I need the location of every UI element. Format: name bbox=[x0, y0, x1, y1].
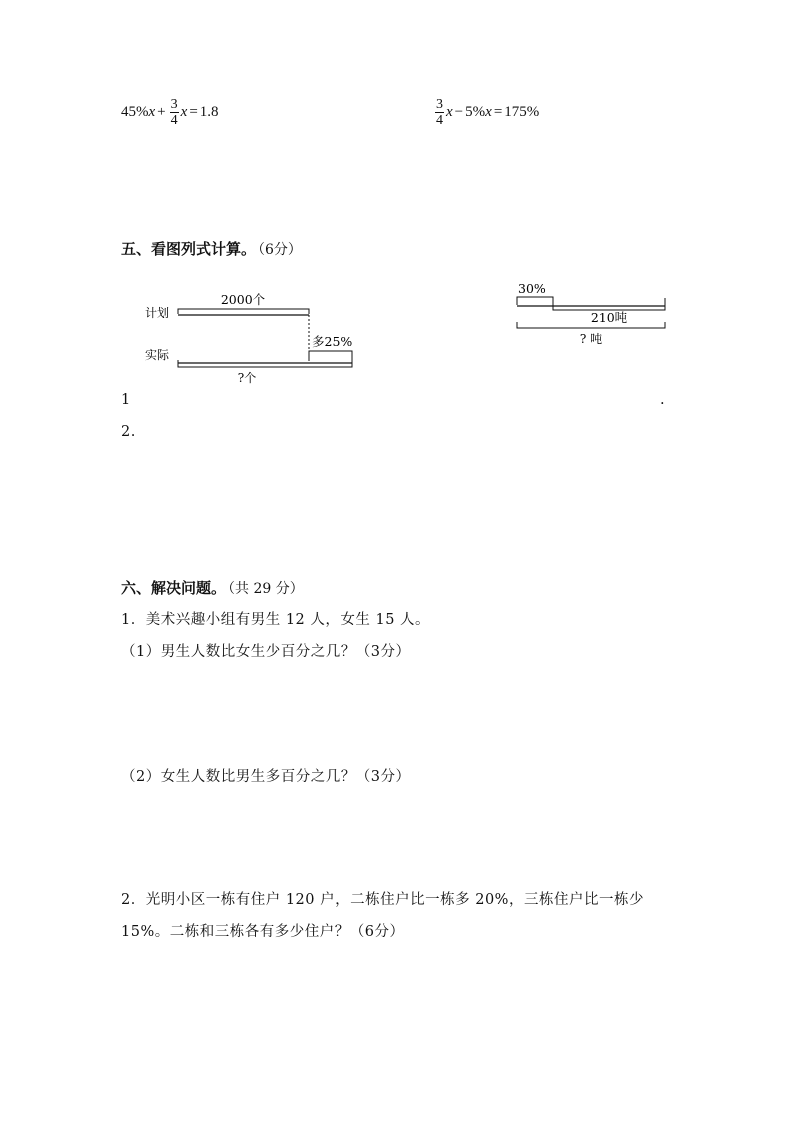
section5-points: （6分） bbox=[258, 242, 302, 258]
eq1-fraction bbox=[170, 97, 179, 128]
question-2-line-1: 2．光明小区一栋有住户 120 户，二栋住户比一栋多 20%，三栋住户比一栋少 bbox=[121, 892, 644, 908]
plan-value: 2000个 bbox=[220, 292, 266, 307]
remaining-label: 210吨 bbox=[590, 310, 628, 325]
percent-label: 30% bbox=[518, 281, 546, 296]
eq1-frac-den: 4 bbox=[170, 113, 178, 128]
eq2-rhs: 175% bbox=[504, 104, 540, 120]
eq2-frac-den: 4 bbox=[436, 113, 443, 128]
question-1-part-2: （2）女生人数比男生多百分之几？（3分） bbox=[121, 769, 411, 785]
question-2-line-2: 15%。二栋和三栋各有多少住户？（6分） bbox=[121, 924, 405, 940]
question-1: 1．美术兴趣小组有男生 12 人，女生 15 人。 bbox=[121, 612, 431, 628]
eq1-rhs: 1.8 bbox=[199, 104, 219, 120]
eq2-frac-num: 3 bbox=[436, 97, 443, 112]
eq2-var2: x bbox=[485, 104, 492, 120]
eq1-var: x bbox=[148, 104, 156, 120]
percent-brace bbox=[517, 297, 553, 305]
answer-1-label: 1 bbox=[121, 392, 131, 408]
eq2-minus: − bbox=[454, 104, 464, 120]
eq1-equals: = bbox=[189, 104, 198, 120]
section6-points: （共 29 分） bbox=[228, 581, 304, 597]
answer-1-dot: . bbox=[660, 392, 666, 408]
section6-title: 六、解决问题。 bbox=[121, 579, 227, 597]
eq1-var2: x bbox=[180, 104, 188, 120]
whole-question: ? 吨 bbox=[579, 332, 603, 346]
eq1-frac-num: 3 bbox=[170, 97, 178, 112]
equation-1 bbox=[121, 97, 219, 128]
actual-label: 实际 bbox=[145, 348, 170, 362]
extra-label: 多25% bbox=[312, 334, 353, 349]
eq1-plus: + bbox=[157, 104, 166, 120]
section5-heading bbox=[121, 238, 302, 259]
eq2-equals: = bbox=[493, 104, 503, 120]
extra-brace bbox=[309, 351, 352, 360]
section5-title: 五、看图列式计算。 bbox=[121, 240, 257, 258]
answer-2-label: 2. bbox=[121, 424, 136, 440]
question-1-part-1: （1）男生人数比女生少百分之几？（3分） bbox=[121, 644, 411, 660]
plan-label: 计划 bbox=[145, 306, 170, 320]
diagram-tons bbox=[510, 278, 675, 350]
diagram-plan-actual bbox=[140, 286, 370, 388]
section6-heading bbox=[121, 577, 304, 598]
eq2-var: x bbox=[446, 104, 453, 120]
equation-2 bbox=[433, 97, 539, 128]
eq2-fraction bbox=[435, 97, 444, 128]
actual-question: ?个 bbox=[237, 371, 257, 385]
eq2-term2: 5% bbox=[465, 104, 486, 120]
eq1-term: 45% bbox=[121, 104, 149, 120]
plan-brace bbox=[178, 309, 309, 314]
